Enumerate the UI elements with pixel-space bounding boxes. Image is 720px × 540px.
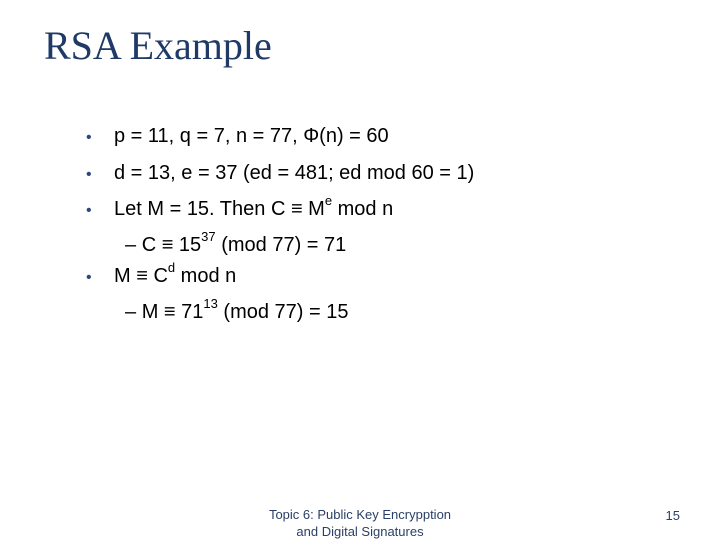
bullet-item-decrypt [114, 260, 237, 288]
decrypt-result-exponent: 13 [203, 296, 218, 312]
decrypt-text-after: mod n [175, 265, 237, 287]
sub-item-marker: – [125, 301, 137, 323]
bullet-marker: • [86, 166, 92, 183]
sub-item-marker: – [125, 234, 137, 256]
decrypt-text-before: M ≡ C [114, 265, 168, 287]
sub-item-decrypt-result [125, 296, 349, 324]
decrypt-result-after: (mod 77) = 15 [217, 301, 349, 323]
encrypt-exponent: e [324, 193, 333, 209]
bullet-item-encrypt [114, 193, 394, 221]
encrypt-text-after: mod n [332, 198, 394, 220]
bullet-item-keys: d = 13, e = 37 (ed = 481; ed mod 60 = 1) [114, 162, 475, 184]
page-number: 15 [665, 508, 680, 523]
encrypt-result-after: (mod 77) = 71 [215, 234, 347, 256]
sub-item-encrypt-result [125, 229, 347, 257]
bullet-marker: • [86, 202, 92, 219]
slide-title: RSA Example [44, 23, 272, 68]
footer-line-1: Topic 6: Public Key Encrypption [268, 507, 452, 522]
encrypt-text-before: Let M = 15. Then C ≡ M [114, 198, 325, 220]
bullet-item-params: p = 11, q = 7, n = 77, Φ(n) = 60 [114, 125, 389, 147]
encrypt-result-before: C ≡ 15 [141, 234, 202, 256]
encrypt-result-exponent: 37 [201, 229, 216, 245]
slide-footer [230, 506, 490, 540]
decrypt-result-before: M ≡ 71 [141, 301, 204, 323]
footer-line-2: and Digital Signatures [296, 524, 424, 539]
bullet-marker: • [86, 269, 92, 286]
bullet-marker: • [86, 129, 92, 146]
decrypt-exponent: d [167, 260, 176, 276]
